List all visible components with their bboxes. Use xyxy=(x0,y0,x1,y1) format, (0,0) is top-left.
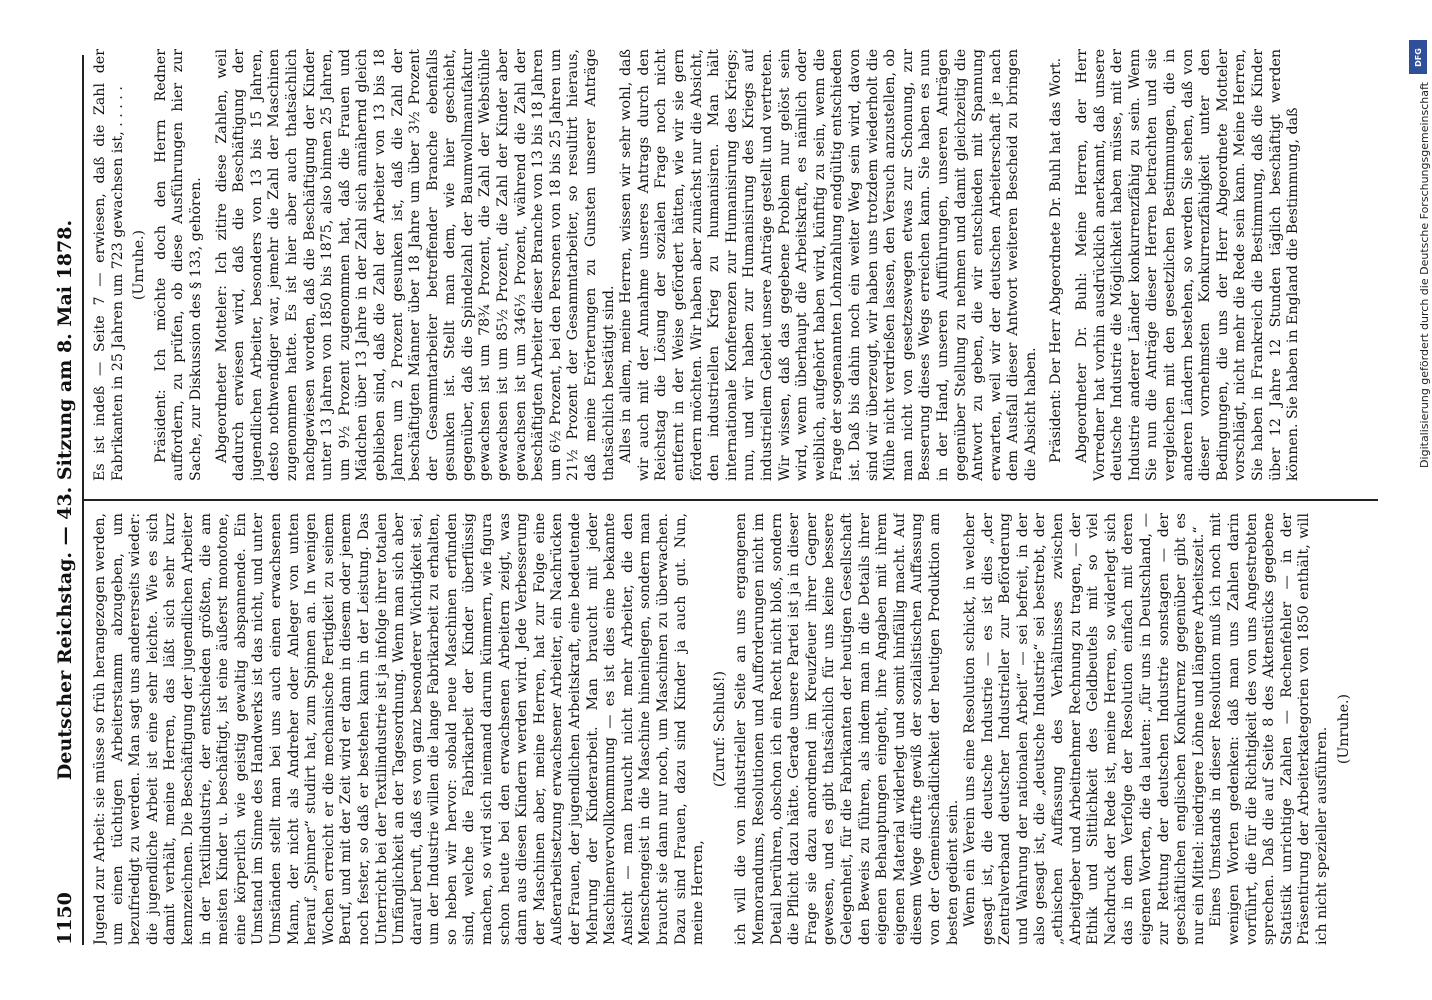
left-column xyxy=(92,513,1378,945)
speaker-paragraph: Präsident: Ich möchte doch den Herrn Redner auffordern, zu prüfen, ob diese Ausführungen hier zur Sache, zur Diskussion des § 133, gehören. xyxy=(152,49,204,481)
paragraph: Eines Umstands in dieser Resolution muß ich noch mit wenigen Worten gedenken: daß man uns Zahlen darin vorführt, die für die Richtigkeit des von uns Angestrebten sprechen. Daß die auf Seite 8 des Aktenstücks gegebene Statistik unrichtige Zahlen — Rechenfehler — in der Präsentirung der Arbeiterkategorien von 1850 enthält, will ich nicht spezieller ausführen. xyxy=(1208,513,1330,945)
interjection: (Unruhe.) xyxy=(1335,693,1352,765)
right-column xyxy=(92,49,1378,481)
interjection: (Zuruf: Schluß!) xyxy=(711,670,728,788)
paragraph: Es ist indeß — Seite 7 — erwiesen, daß die Zahl der Fabrikanten in 25 Jahren um 723 gewachsen ist, . . . . . xyxy=(92,49,126,481)
running-head: Deutscher Reichstag. — 43. Sitzung am 8. Mai 1878. xyxy=(54,219,76,781)
column-rule xyxy=(84,499,1378,501)
digitization-stamp xyxy=(1406,30,1430,970)
speaker-paragraph: Abgeordneter Dr. Buhl: Meine Herren, der Herr Vorredner hat vorhin ausdrücklich anerkannt, daß unsere deutsche Industrie die Möglichkeit haben müsse, mit der Industrie anderer Länder konkurrenzfähig zu sein. Wenn Sie nun die Anträge dieser Herren betrachten und sie vergleichen mit den gesetzlichen Bestimmungen, die in anderen Ländern bestehen, so werden Sie sehen, daß von dieser vornehmsten Konkurrenzfähigkeit unter den Bedingungen, die uns der Herr Abgeordnete Motteler vorschlägt, nicht mehr die Rede sein kann. Meine Herren, Sie haben in Frankreich die Bestimmung, daß die Kinder über 12 Jahre 12 Stunden täglich beschäftigt werden können. Sie haben in England die Bestimmung, daß xyxy=(1074,49,1302,481)
paragraph: Wenn ein Verein uns eine Resolution schickt, in welcher gesagt ist, die deutsche Industrie — es ist dies „der Zentralverband deutscher Industrieller zur Beförderung und Wahrung der nationalen Arbeit“ — sei befreit, in der also gesagt ist, die „deutsche Industrie“ sei bestrebt, der „ethischen Auffassung des Verhältnisses zwischen Arbeitgeber und Arbeitnehmer Rechnung zu tragen, — der Ethik und Sittlichkeit des Geldbeutels mit so viel Nachdruck der Rede ist, meine Herren, so widerlegt sich das in dem Verfolge der Resolution einfach mit deren eigenen Worten, die da lauten: „für uns in Deutschland, — zur Rettung der deutschen Industrie sonstagen — der geschäftlichen englischen Konkurrenz gegenüber gibt es nur ein Mittel: niedrigere Löhne und längere Arbeitszeit.“ xyxy=(962,513,1207,945)
dfg-logo: DFG xyxy=(1409,40,1427,74)
page-number: 1150 xyxy=(54,892,76,945)
interjection: (Unruhe.) xyxy=(131,229,148,301)
paragraph: ich will die von industrieller Seite an uns ergangenen Memorandums, Resolutionen und Aufforderungen nicht im Detail berühren, obschon ich ein Recht nicht bloß, sondern die Pflicht dazu hätte. Gerade unsere Partei ist ja in dieser Frage sie dazu anordnend im Kreuzfeuer ihrer Gegner gewesen, und es gibt thatsächlich für uns keine bessere Gelegenheit, für die Fabrikanten der heutigen Gesellschaft den Beweis zu führen, als indem man in die Details ihrer eigenen Behauptungen eingeht, ihre Angaben mit ihrem eigenen Material widerlegt und somit hinfällig macht. Auf diesem Wege dürfte gewiß der sozialistischen Auffassung von der Gemeinschädlichkeit der heutigen Produktion am besten gedient sein. xyxy=(733,513,961,945)
paragraph: Alles in allem, meine Herren, wissen wir sehr wohl, daß wir auch mit der Annahme unseres Antrags durch den Reichstag die Lösung der sozialen Frage noch nicht entfernt in der Weise gefördert hätten, wie wir sie gern fördern möchten. Wir haben aber zunächst nur die Absicht, den industriellen Krieg zu humanisiren. Man hält internationale Konferenzen zur Humanisirung des Kriegs; nun, und wir haben zur Humanisirung des Kriegs auf industriellem Gebiet unsere Anträge gestellt und vertreten. Wir wissen, daß das gegebene Problem nur gelöst sein wird, wenn überhaupt die Arbeitskraft, es nämlich oder weiblich, aufgehört haben wird, künftig zu sein, wenn die Frage der sogenannten Lohnzahlung endgültig entschieden ist. Daß bis dahin noch ein weiter Weg sein wird, davon sind wir überzeugt, wir haben uns trotzdem wiederholt die Mühe nicht verdrießen lassen, den Versuch anzustellen, ob man nicht von gesetzeswegen etwas zur Schonung, zur Besserung dieses Wegs erreichen kann. Sie haben es nun in der Hand, unseren Aufführungen, unseren Anträgen gegenüber Stellung zu nehmen und damit gleichzeitig die Antwort zu geben, die wir entschieden mit Spannung erwarten, weil wir der deutschen Arbeiterschaft je nach dem Ausfall dieser Antwort weiteren Bescheid zu bringen die Absicht haben. xyxy=(618,49,1039,481)
speaker-paragraph: Abgeordneter Motteler: Ich zitire diese Zahlen, weil dadurch erwiesen wird, daß die Beschäftigung der jugendlichen Arbeiter, besonders von 13 bis 15 Jahren, desto nothwendiger war, jemehr die Zahl der Maschinen zugenommen hatte. Es ist hier aber auch thatsächlich nachgewiesen worden, daß die Beschäftigung der Kinder unter 13 Jahren von 1850 bis 1875, also binnen 25 Jahren, um 9½ Prozent zugenommen hat, daß die Frauen und Mädchen über 13 Jahre in der Zahl sich annähernd gleich geblieben sind, daß die Zahl der Arbeiter von 13 bis 18 Jahren um 2 Prozent gesunken ist, daß die Zahl der beschäftigten Männer über 18 Jahre um über 3½ Prozent der Gesammtarbeiter betreffender Branche ebenfalls gesunken ist. Stellt man dem, wie hier geschieht, gegenüber, daß die Spindelzahl der Baumwollmanufaktur gewachsen ist um 78¾ Prozent, die Zahl der Webstühle gewachsen ist um 85½ Prozent, die Zahl der Kinder aber gewachsen ist um 346⅓ Prozent, während die Zahl der beschäftigten Arbeiter dieser Branche von 13 bis 18 Jahren um 6½ Prozent, bei den Personen von 18 bis 25 Jahren um 21½ Prozent der Gesammtarbeiter, so resultirt hieraus, daß meine Erörterungen zu Gunsten unserer Anträge thatsächlich bestätigt sind. xyxy=(213,49,617,481)
paragraph: Jugend zur Arbeit: sie müsse so früh herangezogen werden, um einen tüchtigen Arbeiterstamm abzugeben, um bezufriedigt zu werden. Man sagt uns andererseits wieder: die jugendliche Arbeit ist eine sehr leichte. Wie es sich damit verhält, meine Herren, das läßt sich sehr kurz kennzeichnen. Die Beschäftigung der jugendlichen Arbeiter in der Textilindustrie, der entschieden größten, die am meisten Kinder u. beschäftigt, ist eine äußerst monotone, eine körperlich wie geistig gewaltig abspannende. Ein Umstand im Sinne des Handwerks ist das nicht, und unter Umständen stellt man bei uns auch einen erwachsenen Mann, der nicht als Andreher oder Anleger von unten herauf „Spinner“ studirt hat, zum Spinnen an. In wenigen Wochen erreicht er die mechanische Fertigkeit zu seinem Beruf, und mit der Zeit wird er dann in diesem oder jenem noch fester, so daß er bestehen kann in der Leistung. Das Unterricht bei der Textilindustrie ist ja infolge ihrer totalen Umfänglichkeit an der Tagesordnung. Wenn man sich aber darauf beruft, daß es von ganz besonderer Wichtigkeit sei, um der Industrie willen die lange Fabrikarbeit zu erhalten, so heben wir hervor: sobald neue Maschinen erfunden sind, welche die Fabrikarbeit der Kinder überflüssig machen, so wird sich niemand darum kümmern, wie figura schon heute bei den erwachsenen Arbeitern zeigt, was dann aus diesen Kindern werden wird. Jede Verbesserung der Maschinen aber, meine Herren, hat zur Folge eine Außerarbeitsetzung erwachsener Arbeiter, ein Nachrücken der Frauen, der jugendlichen Arbeitskraft, eine bedeutende Mehrung der Kinderarbeit. Man braucht mit jeder Maschinenvervollkommnung — es ist dies eine bekannte Ansicht — man braucht nicht mehr Arbeiter, die den Menschengeist in die Maschine hineinlegen, sondern man braucht sie dann nur noch, um Maschinen zu überwachen. Dazu sind Frauen, dazu sind Kinder ja auch gut. Nun, meine Herren, xyxy=(92,513,707,945)
rotated-page xyxy=(26,25,1406,975)
funding-note: Digitalisierung gefördert durch die Deutsche Forschungsgemeinschaft xyxy=(1418,82,1431,468)
speaker-paragraph: Präsident: Der Herr Abgeordnete Dr. Buhl hat das Wort. xyxy=(1048,57,1065,463)
page-header xyxy=(48,55,84,945)
